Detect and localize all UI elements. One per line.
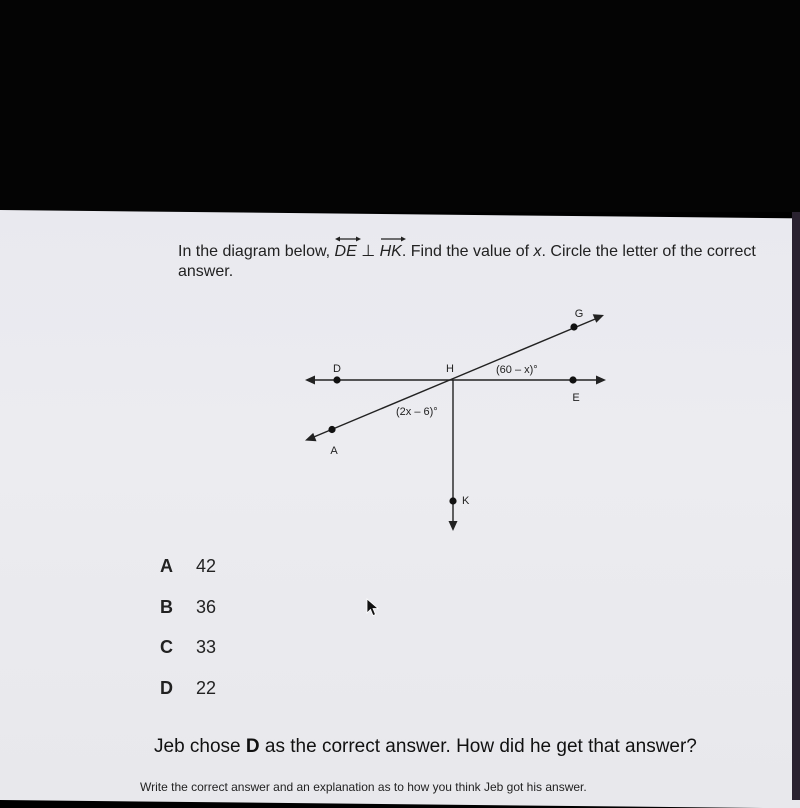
choice-a[interactable] [160, 556, 216, 597]
ray-hk-notation [380, 242, 402, 262]
choice-c[interactable] [160, 637, 216, 678]
label-h: H [446, 363, 454, 375]
point-e [569, 376, 576, 383]
instructions-text: Write the correct answer and an explanation as to how you think Jeb got his answer. [140, 780, 587, 794]
monitor-bezel [0, 0, 800, 212]
arrowhead-right [596, 376, 606, 385]
choice-b[interactable] [160, 597, 216, 638]
question-part3: . Circle the letter of the correct answer. [178, 243, 756, 280]
point-d [333, 376, 340, 383]
choice-value: 42 [196, 556, 217, 576]
ray-arrow-icon [380, 235, 406, 243]
choice-letter: B [160, 596, 173, 617]
label-d: D [333, 363, 341, 375]
choice-letter: D [160, 677, 173, 698]
arrowhead-k [449, 521, 458, 531]
point-k [449, 497, 456, 504]
prompt-choice: D [245, 736, 260, 757]
perpendicular-symbol: ⊥ [361, 243, 376, 260]
point-a [328, 426, 335, 433]
prompt-prefix: Jeb chose [154, 736, 241, 757]
choice-letter: C [160, 637, 173, 657]
prompt-suffix: as the correct answer. How did he get that answer? [264, 736, 697, 757]
line-ag [309, 317, 600, 439]
choice-value: 36 [196, 596, 217, 617]
choice-value: 33 [196, 637, 217, 657]
angle-label-lower: (2x – 6)° [396, 406, 438, 418]
line-de-label: DE [334, 243, 357, 260]
label-k: K [462, 495, 470, 507]
choice-d[interactable] [160, 678, 216, 719]
arrowhead-a [305, 433, 317, 441]
double-arrow-icon [335, 235, 361, 243]
line-de-notation [335, 242, 357, 262]
label-g: G [574, 308, 584, 320]
choice-value: 22 [196, 677, 217, 698]
mouse-pointer-icon [366, 598, 380, 618]
question-part2: . Find the value of [401, 243, 530, 260]
question-part1: In the diagram below, [178, 243, 331, 260]
follow-up-question [154, 736, 697, 758]
question-text [178, 242, 778, 282]
answer-choices [160, 556, 216, 718]
point-g [570, 323, 577, 330]
arrowhead-left [305, 376, 315, 385]
label-e: E [572, 392, 580, 404]
variable-x: x [533, 243, 542, 260]
ray-hk-label: HK [379, 243, 402, 260]
arrowhead-g [593, 314, 604, 323]
choice-letter: A [160, 556, 173, 576]
screen-edge [792, 212, 800, 800]
angle-label-upper: (60 – x)° [496, 364, 538, 376]
label-a: A [330, 445, 338, 457]
geometry-diagram [300, 300, 620, 540]
